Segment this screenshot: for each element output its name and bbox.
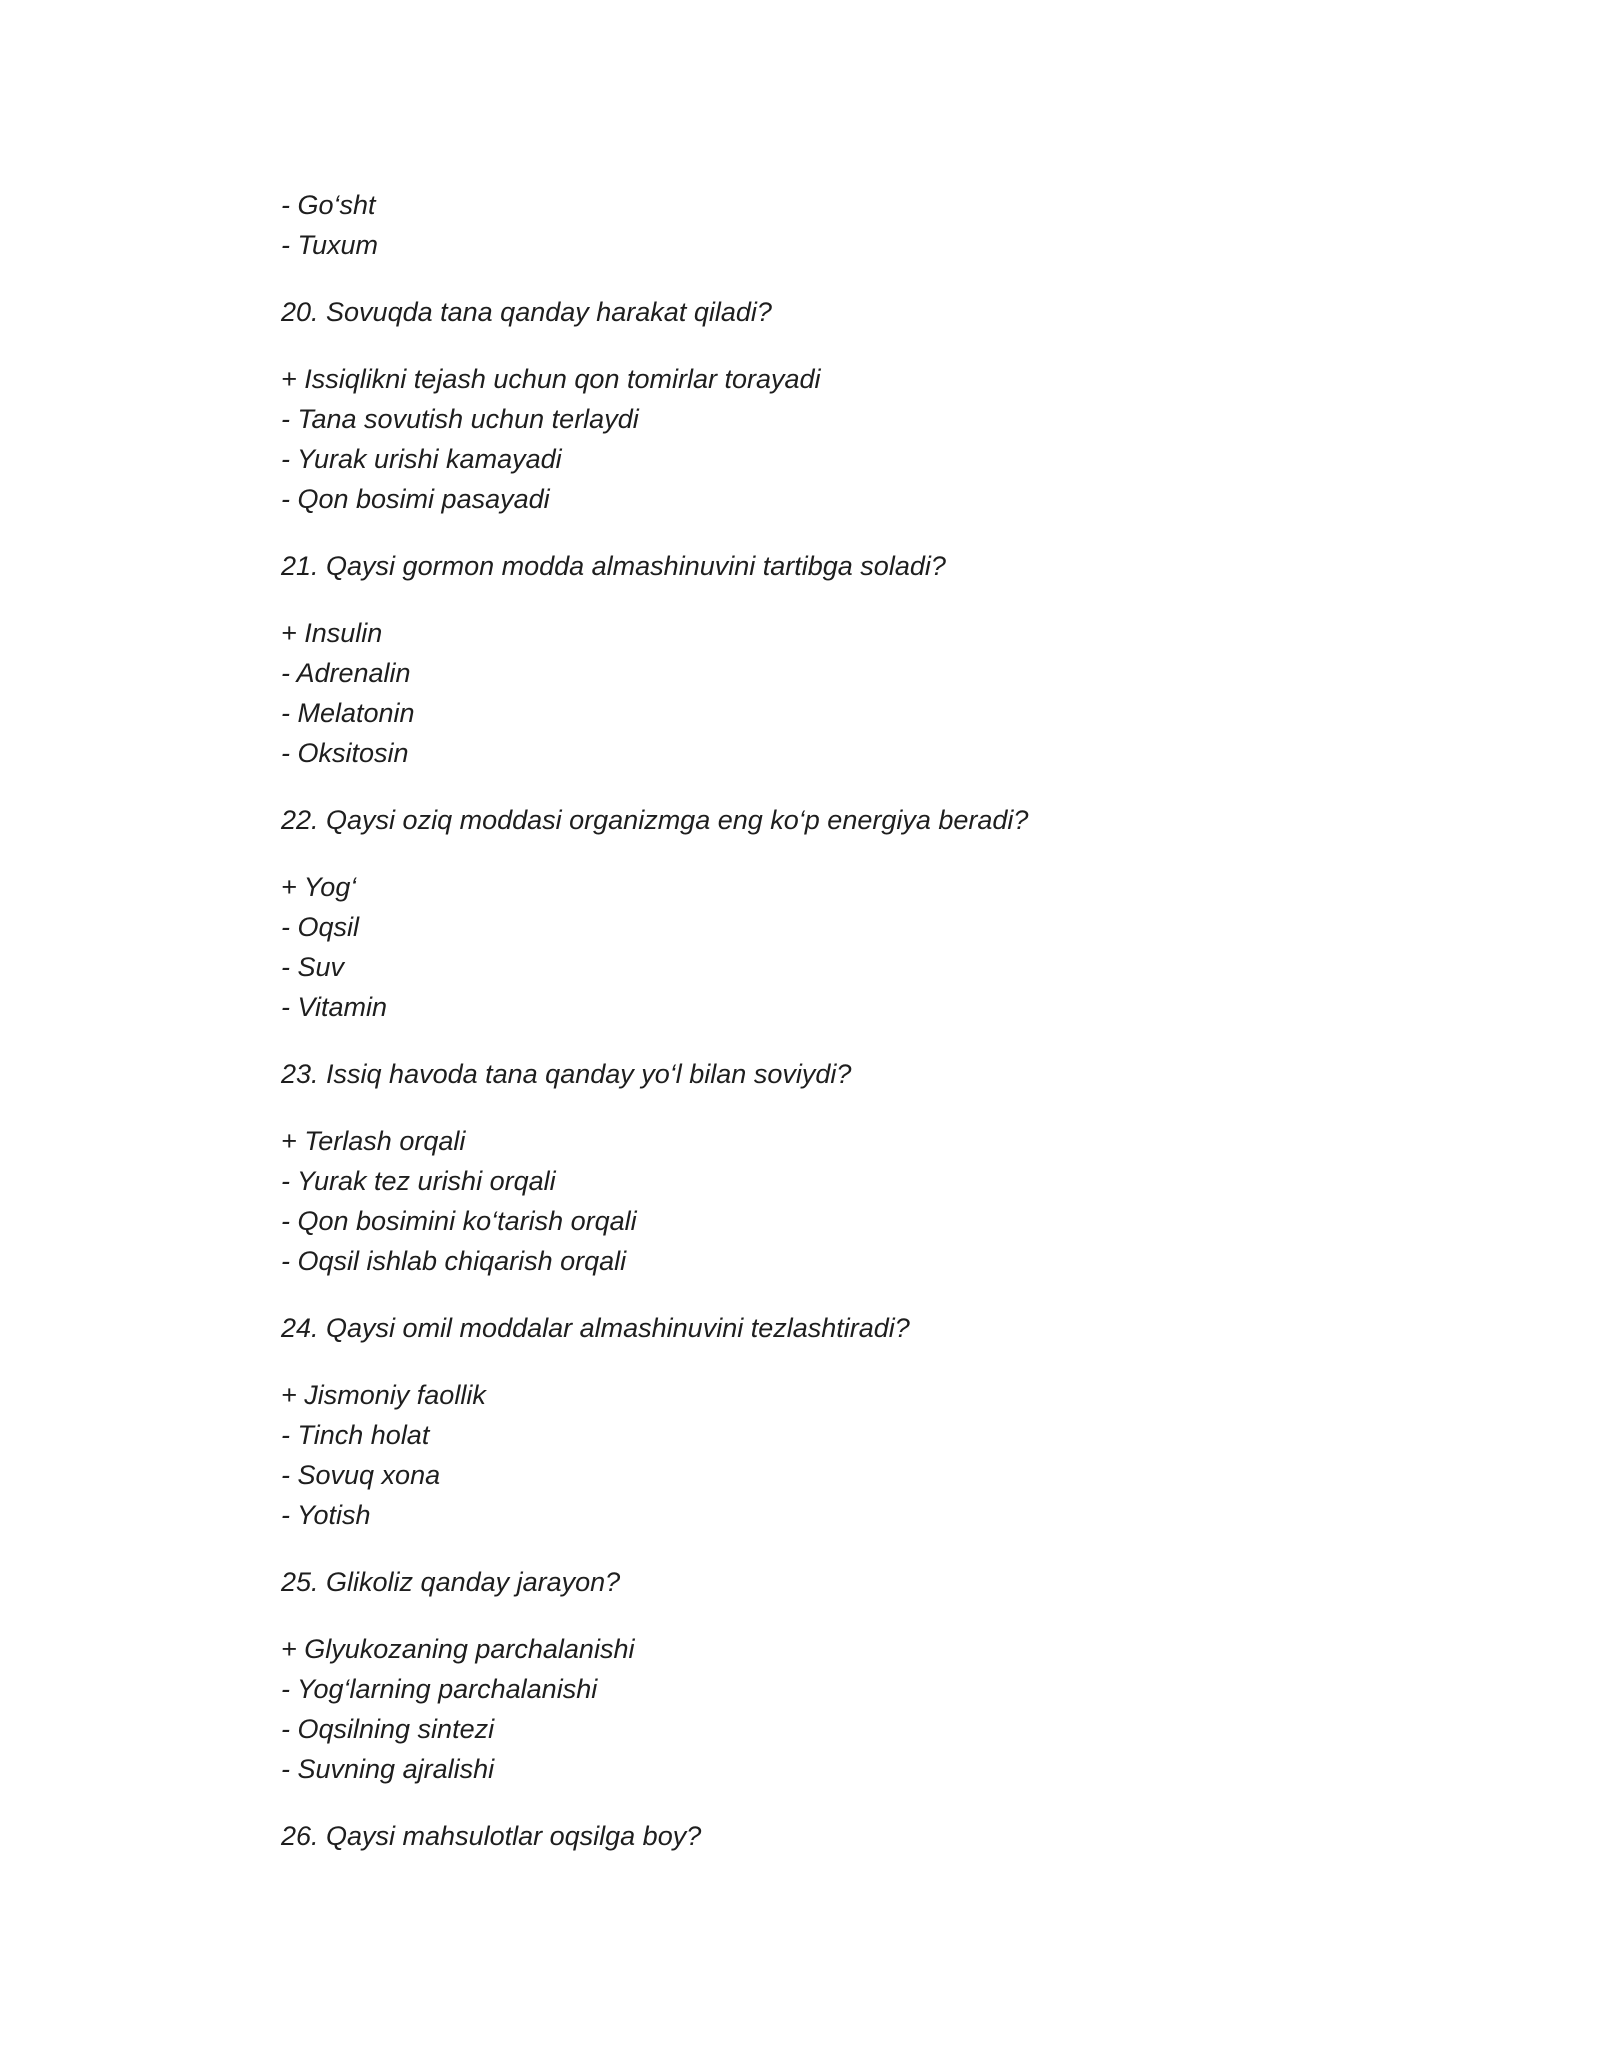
answer-option: + Jismoniy faollik <box>281 1380 486 1410</box>
spacer <box>281 332 1381 359</box>
answer-option: - Qon bosimi pasayadi <box>281 484 550 514</box>
answer-option: - Yog‘larning parchalanishi <box>281 1674 598 1704</box>
answer-option: - Oqsil <box>281 912 360 942</box>
answer-option: - Tuxum <box>281 230 379 260</box>
answer-option: + Yog‘ <box>281 872 357 902</box>
question-title: 24. Qaysi omil moddalar almashinuvini tezlashtiradi? <box>281 1313 910 1343</box>
spacer <box>281 1348 1381 1375</box>
question-title: 25. Glikoliz qanday jarayon? <box>281 1567 621 1597</box>
answer-option: - Suv <box>281 952 345 982</box>
spacer <box>281 586 1381 613</box>
spacer <box>281 265 1381 292</box>
question-title: 23. Issiq havoda tana qanday yo‘l bilan soviydi? <box>281 1059 852 1089</box>
document-body <box>281 185 1381 1856</box>
spacer <box>281 1602 1381 1629</box>
answer-option: - Suvning ajralishi <box>281 1754 495 1784</box>
answer-option: - Qon bosimini ko‘tarish orqali <box>281 1206 637 1236</box>
spacer <box>281 1789 1381 1816</box>
question-title: 21. Qaysi gormon modda almashinuvini tartibga soladi? <box>281 551 946 581</box>
answer-option: - Yotish <box>281 1500 371 1530</box>
answer-option: - Tana sovutish uchun terlaydi <box>281 404 639 434</box>
answer-option: + Glyukozaning parchalanishi <box>281 1634 635 1664</box>
question-title: 20. Sovuqda tana qanday harakat qiladi? <box>281 297 772 327</box>
answer-option: - Oqsilning sintezi <box>281 1714 495 1744</box>
answer-option: - Tinch holat <box>281 1420 430 1450</box>
spacer <box>281 773 1381 800</box>
spacer <box>281 1535 1381 1562</box>
answer-option: - Vitamin <box>281 992 388 1022</box>
answer-option: + Insulin <box>281 618 383 648</box>
answer-option: - Yurak tez urishi orqali <box>281 1166 556 1196</box>
answer-option: - Adrenalin <box>281 658 411 688</box>
spacer <box>281 519 1381 546</box>
spacer <box>281 1094 1381 1121</box>
answer-option: - Yurak urishi kamayadi <box>281 444 562 474</box>
spacer <box>281 1027 1381 1054</box>
question-title: 22. Qaysi oziq moddasi organizmga eng ko‘p energiya beradi? <box>281 805 1029 835</box>
spacer <box>281 1281 1381 1308</box>
answer-option: - Melatonin <box>281 698 415 728</box>
answer-option: - Oksitosin <box>281 738 409 768</box>
answer-option: - Go‘sht <box>281 190 376 220</box>
answer-option: + Issiqlikni tejash uchun qon tomirlar torayadi <box>281 364 821 394</box>
spacer <box>281 840 1381 867</box>
answer-option: + Terlash orqali <box>281 1126 466 1156</box>
answer-option: - Oqsil ishlab chiqarish orqali <box>281 1246 627 1276</box>
question-title: 26. Qaysi mahsulotlar oqsilga boy? <box>281 1821 702 1851</box>
answer-option: - Sovuq xona <box>281 1460 441 1490</box>
